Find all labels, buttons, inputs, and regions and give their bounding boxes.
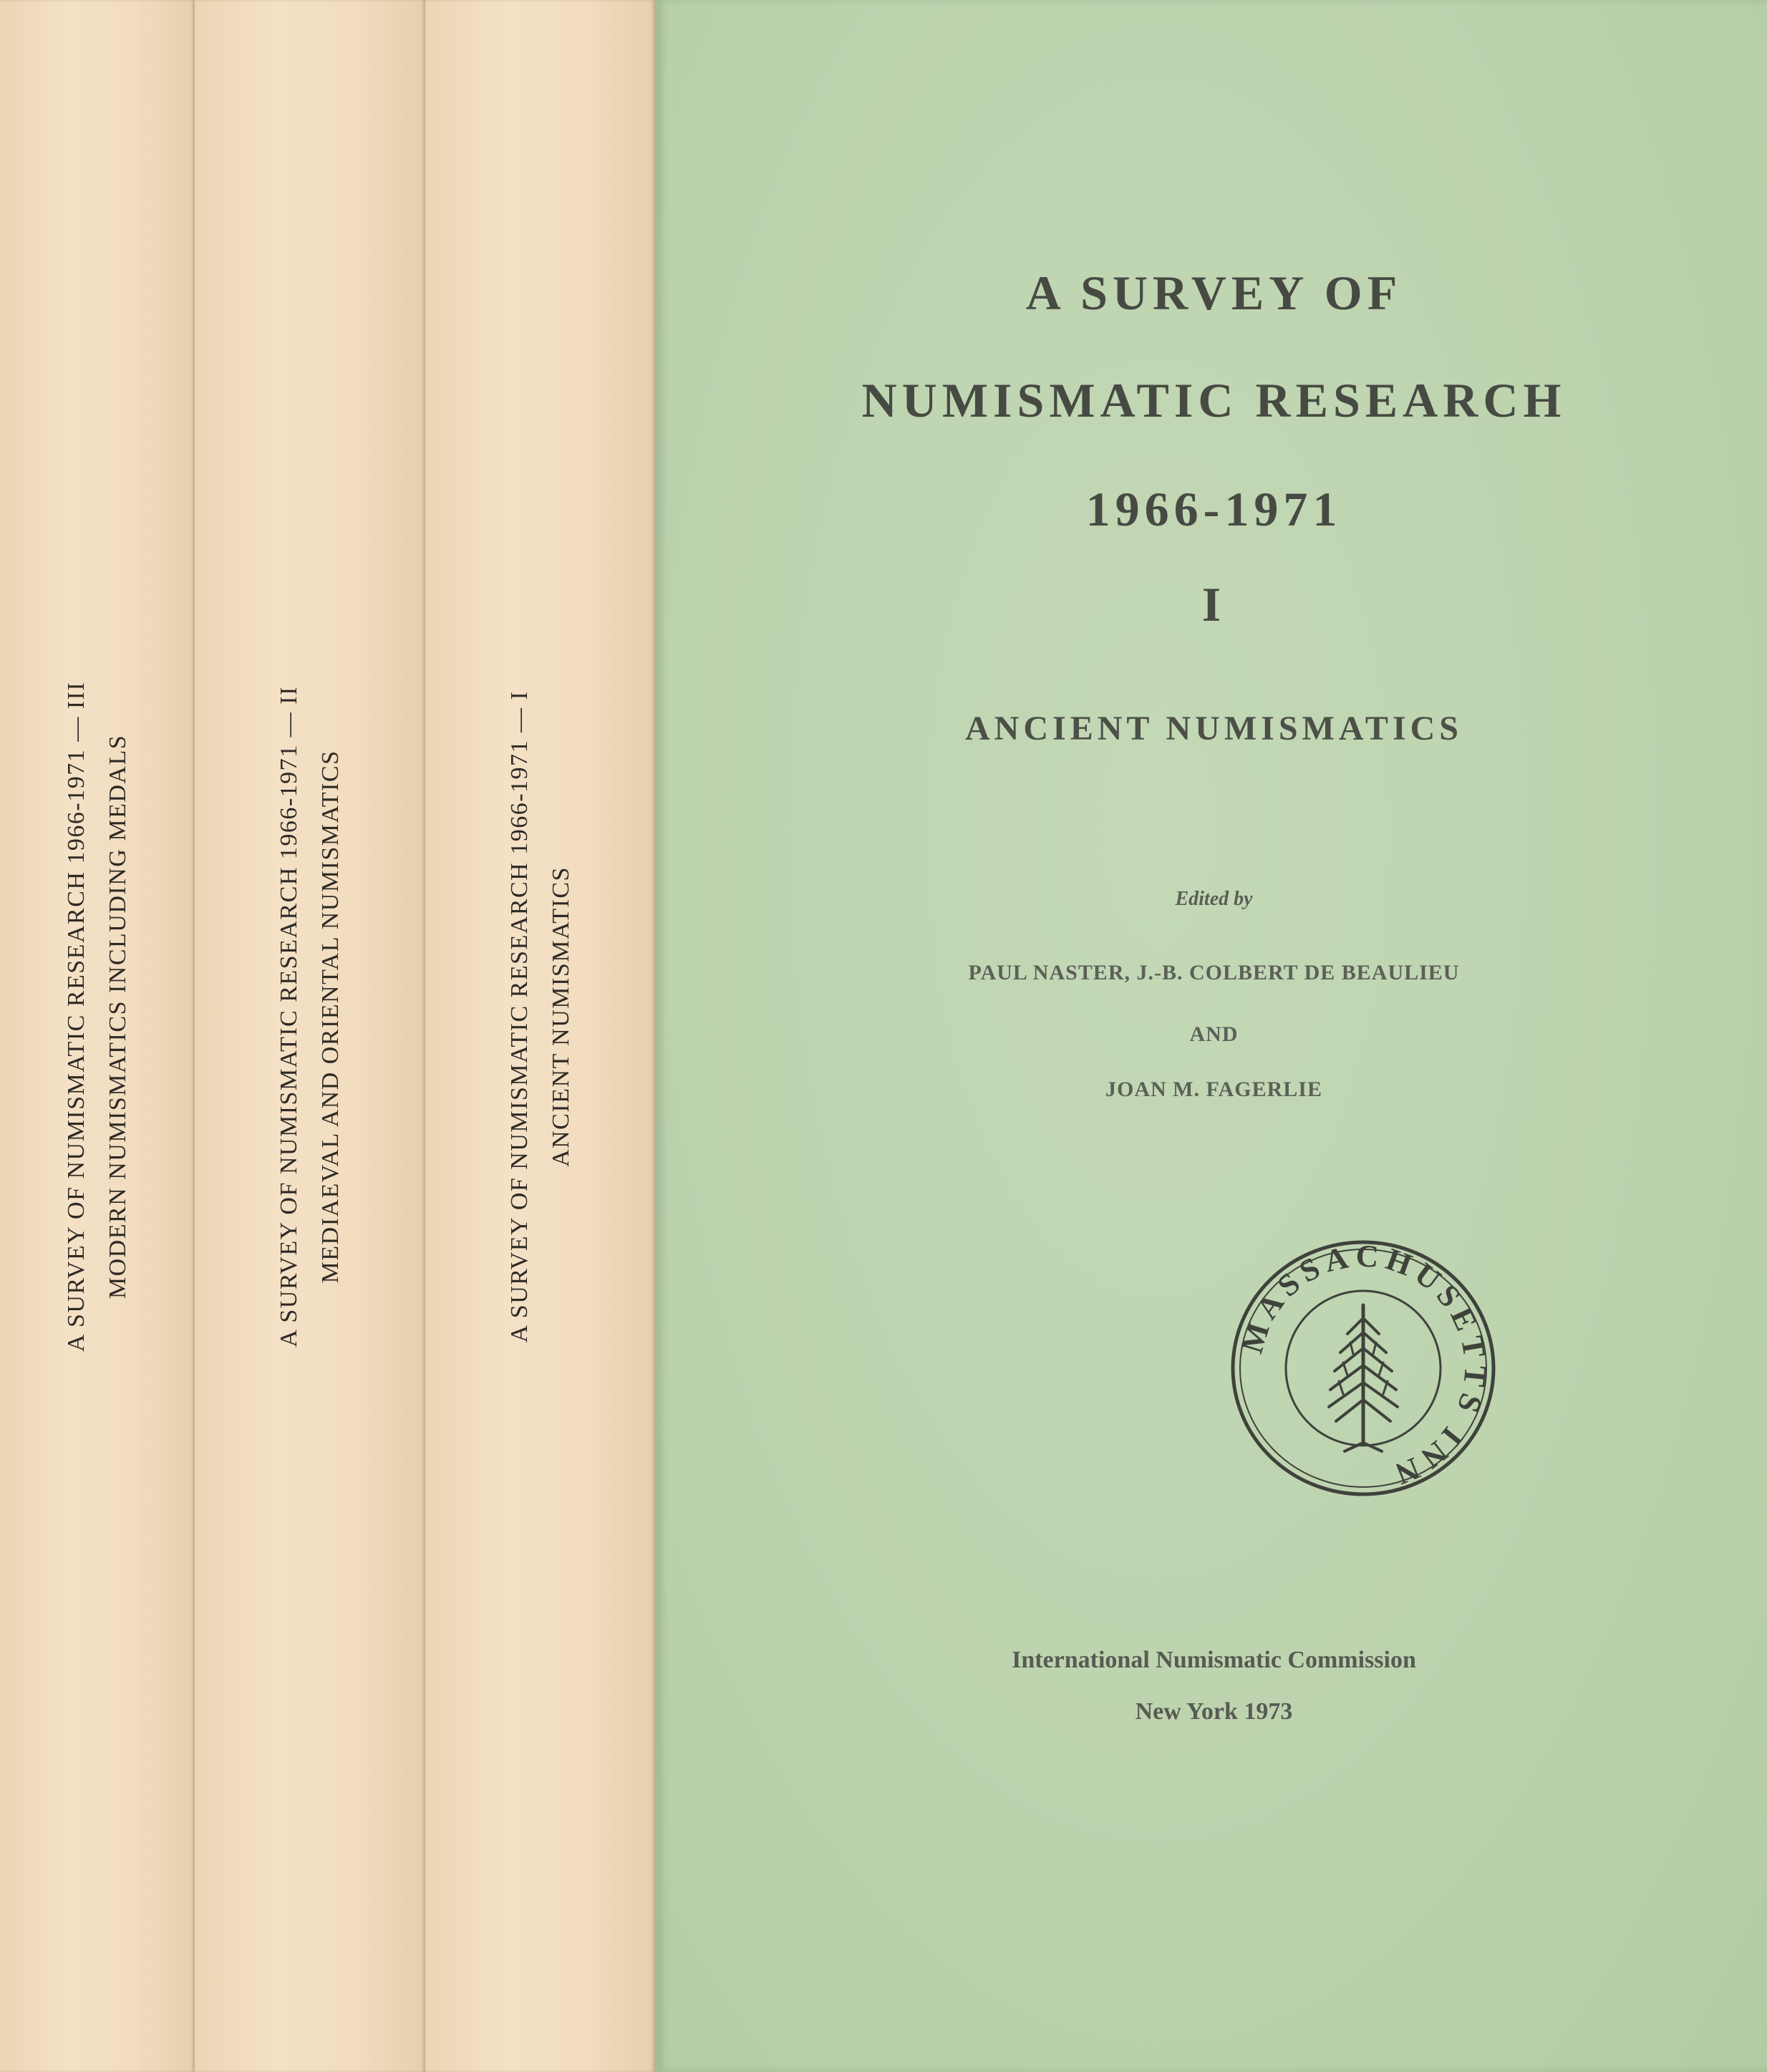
front-cover — [655, 0, 1767, 2072]
cover-subtitle: ANCIENT NUMISMATICS — [965, 710, 1463, 747]
spine-text-volume-2 — [268, 686, 352, 1347]
seal-text: MASSACHUSETTS INN — [1234, 1238, 1494, 1494]
spine-volume-1 — [425, 0, 657, 2072]
pine-tree-icon — [1329, 1305, 1398, 1451]
cover-editors-line-1: PAUL NASTER, J.-B. COLBERT DE BEAULIEU — [968, 961, 1460, 984]
cover-editors-and: AND — [1189, 1022, 1239, 1046]
spine-text-volume-3 — [56, 682, 139, 1352]
spine-subtitle: ANCIENT NUMISMATICS — [547, 866, 574, 1167]
spine-title: A SURVEY OF NUMISMATIC RESEARCH 1966-1971 — III — [63, 681, 89, 1352]
cover-title-line-2: NUMISMATIC RESEARCH — [861, 373, 1567, 427]
cover-years: 1966-1971 — [1085, 482, 1342, 536]
spine-subtitle: MODERN NUMISMATICS INCLUDING MEDALS — [105, 734, 131, 1299]
cover-edited-by: Edited by — [1175, 888, 1253, 910]
massachusetts-seal-emblem — [1229, 1234, 1498, 1503]
spine-subtitle: MEDIAEVAL AND ORIENTAL NUMISMATICS — [317, 750, 344, 1284]
cover-title-line-1: A SURVEY OF — [1025, 266, 1403, 320]
spine-volume-3 — [0, 0, 197, 2072]
cover-volume-number: I — [1201, 577, 1226, 631]
cover-place-year: New York 1973 — [1135, 1698, 1293, 1725]
cover-publisher: International Numismatic Commission — [1012, 1647, 1416, 1673]
cover-editors-line-2: JOAN M. FAGERLIE — [1105, 1078, 1322, 1101]
spine-title: A SURVEY OF NUMISMATIC RESEARCH 1966-1971 — II — [276, 686, 302, 1347]
spine-text-volume-1 — [499, 691, 582, 1343]
spine-title: A SURVEY OF NUMISMATIC RESEARCH 1966-1971 — I — [505, 690, 533, 1343]
spine-volume-2 — [195, 0, 427, 2072]
